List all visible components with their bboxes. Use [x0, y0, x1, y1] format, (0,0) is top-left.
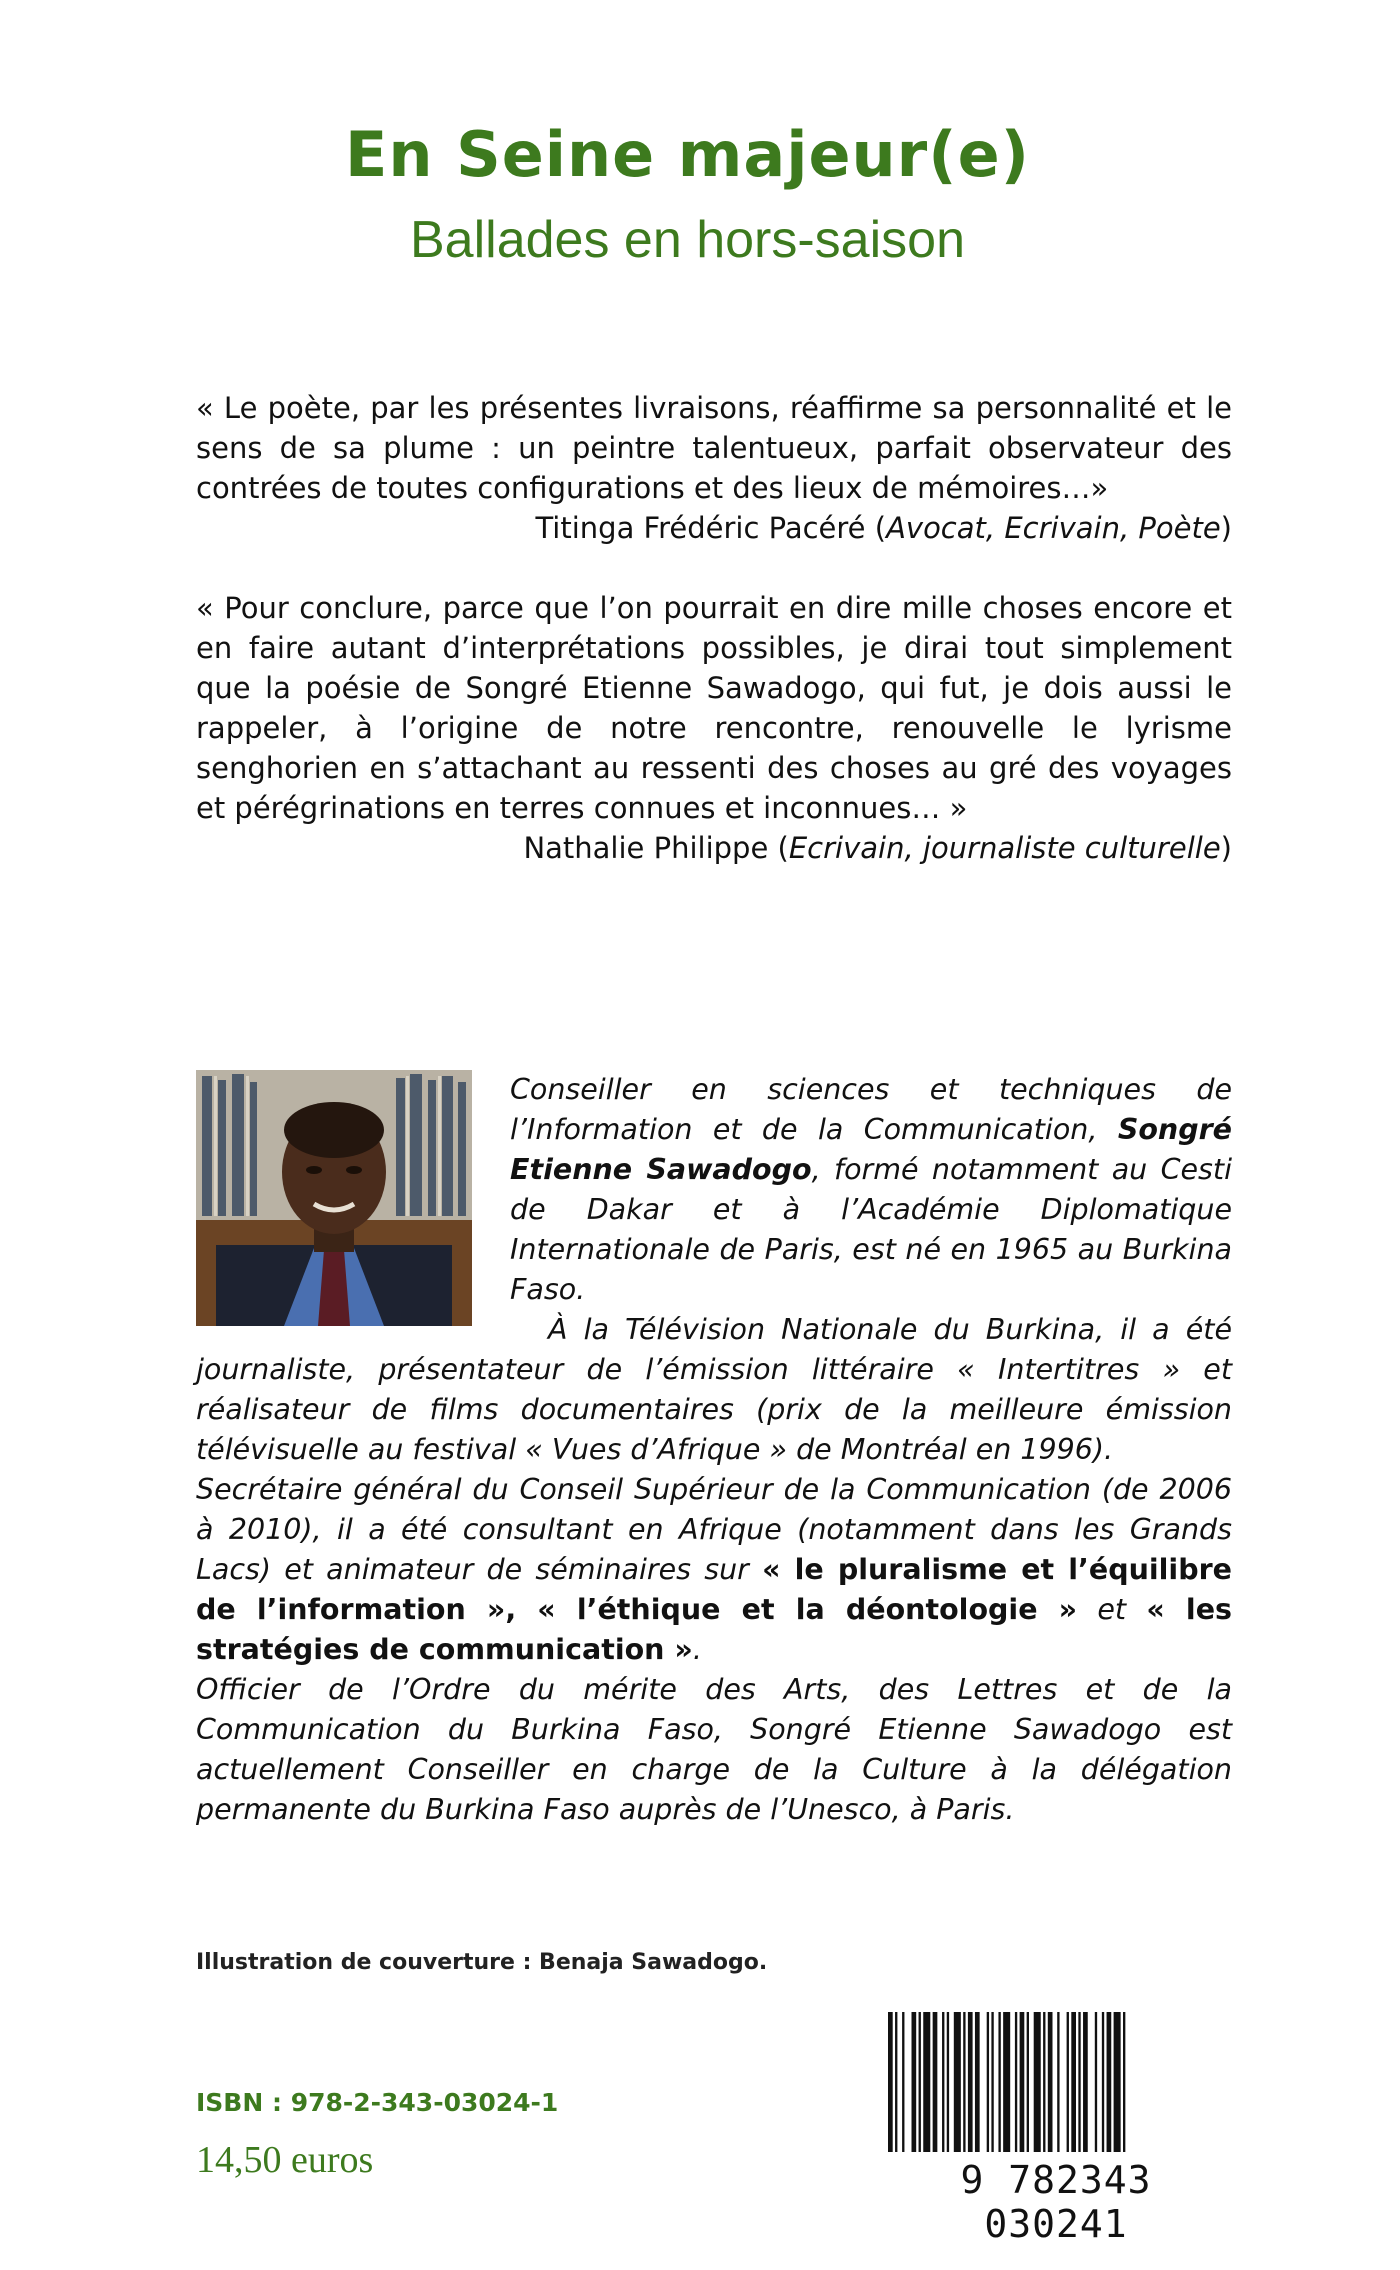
- barcode-bar: [1123, 2012, 1125, 2152]
- barcode-bar: [1102, 2012, 1104, 2152]
- book-subtitle: Ballades en hors-saison: [410, 211, 965, 269]
- barcode-bar: [963, 2012, 965, 2152]
- barcode-bar: [998, 2012, 1000, 2152]
- barcode-bar: [1083, 2012, 1088, 2152]
- book-title: En Seine majeur(e): [345, 118, 1030, 191]
- barcode-bar: [933, 2012, 938, 2152]
- barcode-bar: [1020, 2012, 1025, 2152]
- author-photo: [196, 1070, 472, 1326]
- cover-illustration-credit: Illustration de couverture : Benaja Sawadogo.: [196, 1950, 768, 1975]
- barcode-bar: [1015, 2012, 1017, 2152]
- quote-author-role: Avocat, Ecrivain, Poète: [886, 511, 1221, 545]
- barcode: [880, 2012, 1232, 2246]
- bio-intro: Conseiller en sciences et techniques de l’Information et de la Communication,: [510, 1073, 1232, 1146]
- quote-author-role: Ecrivain, journaliste culturelle: [788, 831, 1221, 865]
- barcode-bar: [1003, 2012, 1010, 2152]
- barcode-bar: [975, 2012, 980, 2152]
- barcode-bar: [919, 2012, 921, 2152]
- barcode-bars: [886, 2012, 1226, 2162]
- barcode-bar: [1114, 2012, 1121, 2152]
- isbn: ISBN : 978-2-343-03024-1: [196, 2088, 559, 2117]
- barcode-bar: [923, 2012, 930, 2152]
- barcode-bar: [942, 2012, 944, 2152]
- barcode-bar: [1027, 2012, 1029, 2152]
- barcode-bar: [987, 2012, 989, 2152]
- barcode-bar: [1057, 2012, 1059, 2152]
- barcode-bar: [1043, 2012, 1045, 2152]
- quote-text: « Le poète, par les présentes livraisons, réaffirme sa personnalité et le sens de sa plume : un peintre talentueux, parfait observateur des contrées de toutes configurations et des lieux de mémoires…»: [196, 391, 1232, 505]
- barcode-bar: [1095, 2012, 1097, 2152]
- barcode-digits: 9 782343 030241: [960, 2158, 1152, 2246]
- bio-television: À la Télévision Nationale du Burkina, il a été journaliste, présentateur de l’émission littéraire « Intertitres » et réalisateur de films documentaires (prix de la meilleure émission télévisuelle au festival « Vues d’Afrique » de Montréal en 1996).: [196, 1313, 1232, 1466]
- barcode-bar: [1067, 2012, 1069, 2152]
- bio-intro-rest: , formé notamment au Cesti de Dakar et à l’Académie Diplomatique Internationale de Paris, est né en 1965 au Burkina Faso.: [510, 1153, 1232, 1306]
- quote-attribution: Nathalie Philippe (Ecrivain, journaliste culturelle): [523, 831, 1232, 865]
- barcode-bar: [1078, 2012, 1080, 2152]
- bio-council: [196, 1470, 1232, 1670]
- quote-philippe: [196, 588, 1232, 868]
- bio-distinction: Officier de l’Ordre du mérite des Arts, des Lettres et de la Communication du Burkina Faso, Songré Etienne Sawadogo est actuellement Conseiller en charge de la Culture à la délégation permanente du Burkina Faso auprès de l’Unesco, à Paris.: [196, 1673, 1232, 1826]
- quote-author: Nathalie Philippe: [523, 831, 769, 865]
- bio-council-end: .: [692, 1633, 702, 1666]
- quote-author: Titinga Frédéric Pacéré: [535, 511, 866, 545]
- quote-text: « Pour conclure, parce que l’on pourrait en dire mille choses encore et en faire autant d’interprétations possibles, je dirai tout simplement que la poésie de Songré Etienne Sawadogo, qui fut, je dois aussi le rappeler, à l’origine de notre rencontre, renouvelle le lyrisme senghorien en s’attachant au ressenti des choses au gré des voyages et pérégrinations en terres connues et inconnues… »: [196, 591, 1232, 825]
- bio-topics-2: « les stratégies de communication »: [196, 1593, 1232, 1666]
- barcode-bar: [1048, 2012, 1053, 2152]
- barcode-bar: [895, 2012, 897, 2152]
- barcode-bar: [1034, 2012, 1041, 2152]
- barcode-bar: [902, 2012, 904, 2152]
- bio-council-text: Secrétaire général du Conseil Supérieur de la Communication (de 2006 à 2010), il a été consultant en Afrique (notamment dans les Grands Lacs) et animateur de séminaires sur: [196, 1473, 1232, 1586]
- barcode-bar: [954, 2012, 961, 2152]
- barcode-bar: [947, 2012, 949, 2152]
- barcode-bar: [912, 2012, 917, 2152]
- barcode-bar: [1071, 2012, 1076, 2152]
- author-biography: [196, 1070, 1232, 1830]
- bio-topics-1: « le pluralisme et l’équilibre de l’information », « l’éthique et la déontologie »: [196, 1553, 1232, 1626]
- barcode-bar: [991, 2012, 993, 2152]
- barcode-bar: [888, 2012, 893, 2152]
- bio-council-and: et: [1077, 1593, 1147, 1626]
- price: 14,50 euros: [196, 2139, 374, 2181]
- barcode-bar: [968, 2012, 973, 2152]
- quote-attribution: Titinga Frédéric Pacéré (Avocat, Ecrivain, Poète): [535, 511, 1232, 545]
- author-name: Songré Etienne Sawadogo: [510, 1113, 1232, 1186]
- quote-pacere: [196, 388, 1232, 548]
- barcode-bar: [1107, 2012, 1112, 2152]
